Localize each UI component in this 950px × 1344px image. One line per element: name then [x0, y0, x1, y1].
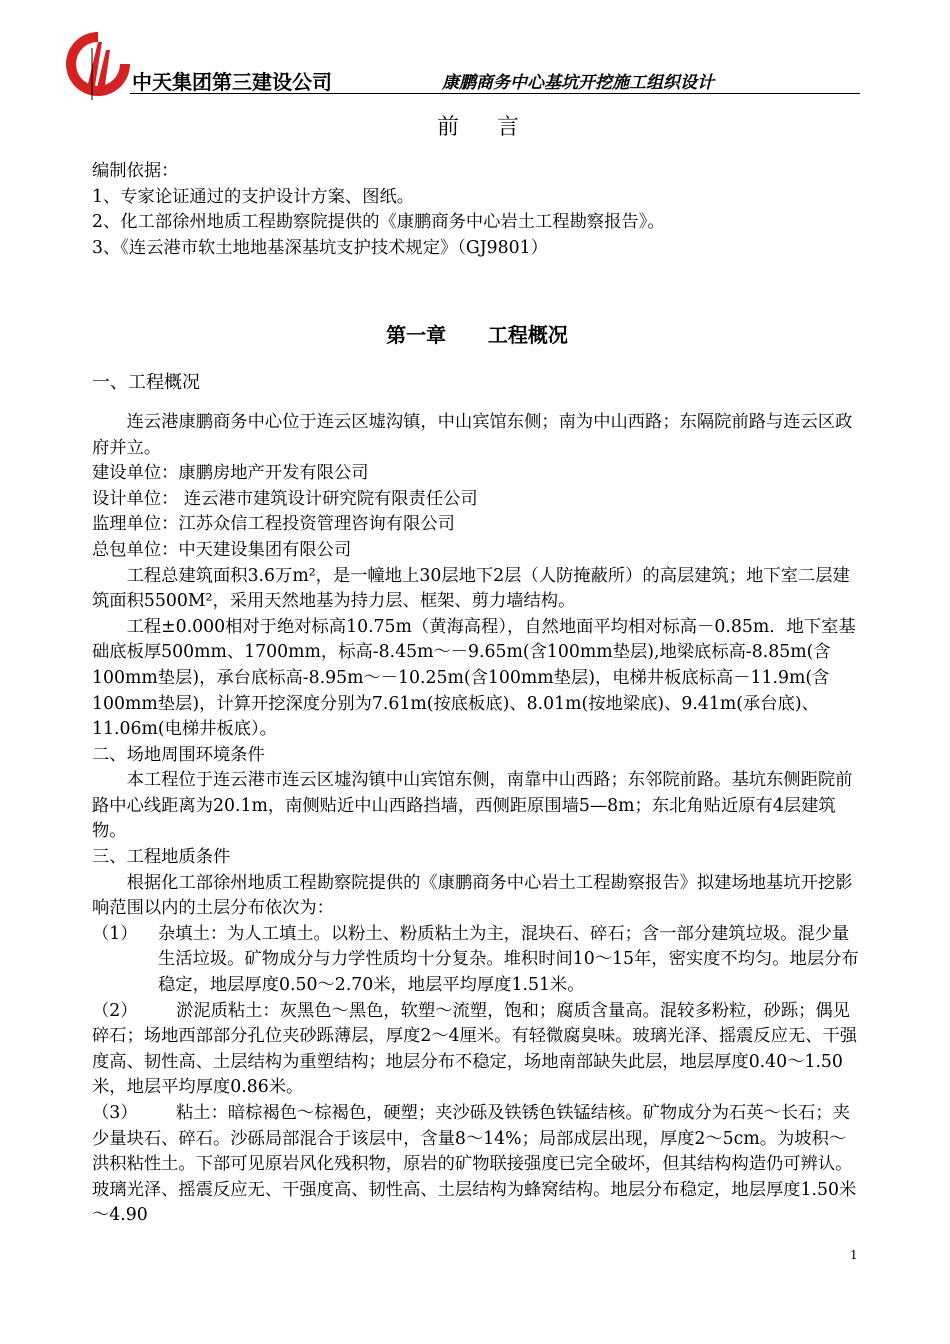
soil-layer-body: 粘土：暗棕褐色～棕褐色，硬塑；夹沙砾及铁锈色铁锰结核。矿物成分为石英～长石；夹少量块石、碎石。沙砾局部混合于该层中，含量8～14%；局部成层出现，厚度2～5cm。为坡积～洪积粘性土。下部可见原岩风化残积物，原岩的矿物联接强度已完全破坏，但其结构构造仍可辨认。玻璃光泽、摇震反应无、干强度高、韧性高、土层结构为蜂窝结构。地层分布稳定，地层厚度1.50米～4.90: [92, 1103, 857, 1226]
soil-layer-body: 淤泥质粘土：灰黑色～黑色，软塑～流塑，饱和；腐质含量高。混较多粉粒，砂跞；偶见碎石；场地西部部分孔位夹砂跞薄层，厚度2～4厘米。有轻微腐臭味。玻璃光泽、摇震反应无、干强度高、韧性高、土层结构为重塑结构；地层分布不稳定，场地南部缺失此层，地层厚度0.40～1.50米，地层平均厚度0.86米。: [92, 1000, 858, 1098]
chapter-title: 第一章 工程概况: [386, 323, 568, 348]
section-heading: 一、工程概况: [92, 372, 200, 394]
elevation-paragraph: 工程±0.000相对于绝对标高10.75m（黄海高程），自然地面平均相对标高－0.85m．地下室基础底板厚500mm、1700mm，标高-8.45m～－9.65m(含100mm垫层),地梁底标高-8.85m(含100mm垫层)，承台底标高-8.95m～－10.25m(含100mm垫层)，电梯井板底标高－11.9m(含100mm垫层)，计算开挖深度分别为7.61m(按底板底)、8.01m(按地梁底)、9.41m(承台底)、11.06m(电梯井板底）。: [92, 616, 856, 740]
overview-paragraph: 连云港康鹏商务中心位于连云区墟沟镇，中山宾馆东侧；南为中山西路；东隔院前路与连云区政府并立。: [92, 411, 853, 458]
basis-item: 3、《连云港市软土地地基深基坑支护技术规定》（GJ9801）: [92, 237, 548, 258]
soil-layer-number: （2）: [92, 1000, 138, 1021]
environment-paragraph: 本工程位于连云港市连云区墟沟镇中山宾馆东侧，南靠中山西路；东邻院前路。基坑东侧距院前路中心线距离为20.1m，南侧贴近中山西路挡墙，西侧距原围墙5—8m；东北角贴近原有4层建筑物。: [92, 770, 853, 842]
soil-layer-number: （1）: [92, 923, 138, 944]
soil-layer-text: 杂填土：为人工填土。以粉土、粉质粘土为主，混块石、碎石；含一部分建筑垃圾。混少量生活垃圾。矿物成分与力学性质均十分复杂。堆积时间10～15年，密实度不均匀。地层分布稳定，地层厚度0.50～2.70米，地层平均厚度1.51米。: [158, 923, 859, 996]
preface-title: 前言: [436, 115, 557, 140]
basis-label: 编制依据：: [92, 161, 179, 181]
soil-layer-number: （3）: [92, 1103, 138, 1123]
page-number: 1: [850, 1248, 858, 1262]
soil-layer-item: [92, 922, 862, 999]
document-title: 康鹏商务中心基坑开挖施工组织设计: [442, 73, 714, 93]
unit-line: 建设单位：康鹏房地产开发有限公司: [92, 463, 369, 484]
header-rule: [130, 93, 860, 94]
section-heading: 三、工程地质条件: [92, 847, 231, 868]
company-logo: [62, 28, 134, 100]
basis-item: 2、化工部徐州地质工程勘察院提供的《康鹏商务中心岩土工程勘察报告》。: [92, 212, 665, 233]
unit-line: 监理单位：江苏众信工程投资管理咨询有限公司: [92, 514, 455, 535]
area-paragraph: 工程总建筑面积3.6万m²，是一幢地上30层地下2层（人防掩蔽所）的高层建筑；地下室二层建筑面积5500M²，采用天然地基为持力层、框架、剪力墙结构。: [92, 565, 850, 612]
section-heading: 二、场地周围环境条件: [92, 744, 265, 765]
page-header: [62, 28, 860, 96]
soil-layer-text: [92, 999, 862, 1101]
company-name: 中天集团第三建设公司: [132, 70, 332, 94]
basis-item: 1、专家论证通过的支护设计方案、图纸。: [92, 186, 415, 207]
geology-intro: 根据化工部徐州地质工程勘察院提供的《康鹏商务中心岩土工程勘察报告》拟建场地基坑开挖影响范围以内的土层分布依次为：: [92, 872, 853, 919]
soil-layer-text: [92, 1101, 862, 1229]
page-content: [92, 104, 862, 1229]
unit-line: 总包单位：中天建设集团有限公司: [92, 539, 352, 560]
unit-line: 设计单位： 连云港市建筑设计研究院有限责任公司: [92, 488, 478, 509]
